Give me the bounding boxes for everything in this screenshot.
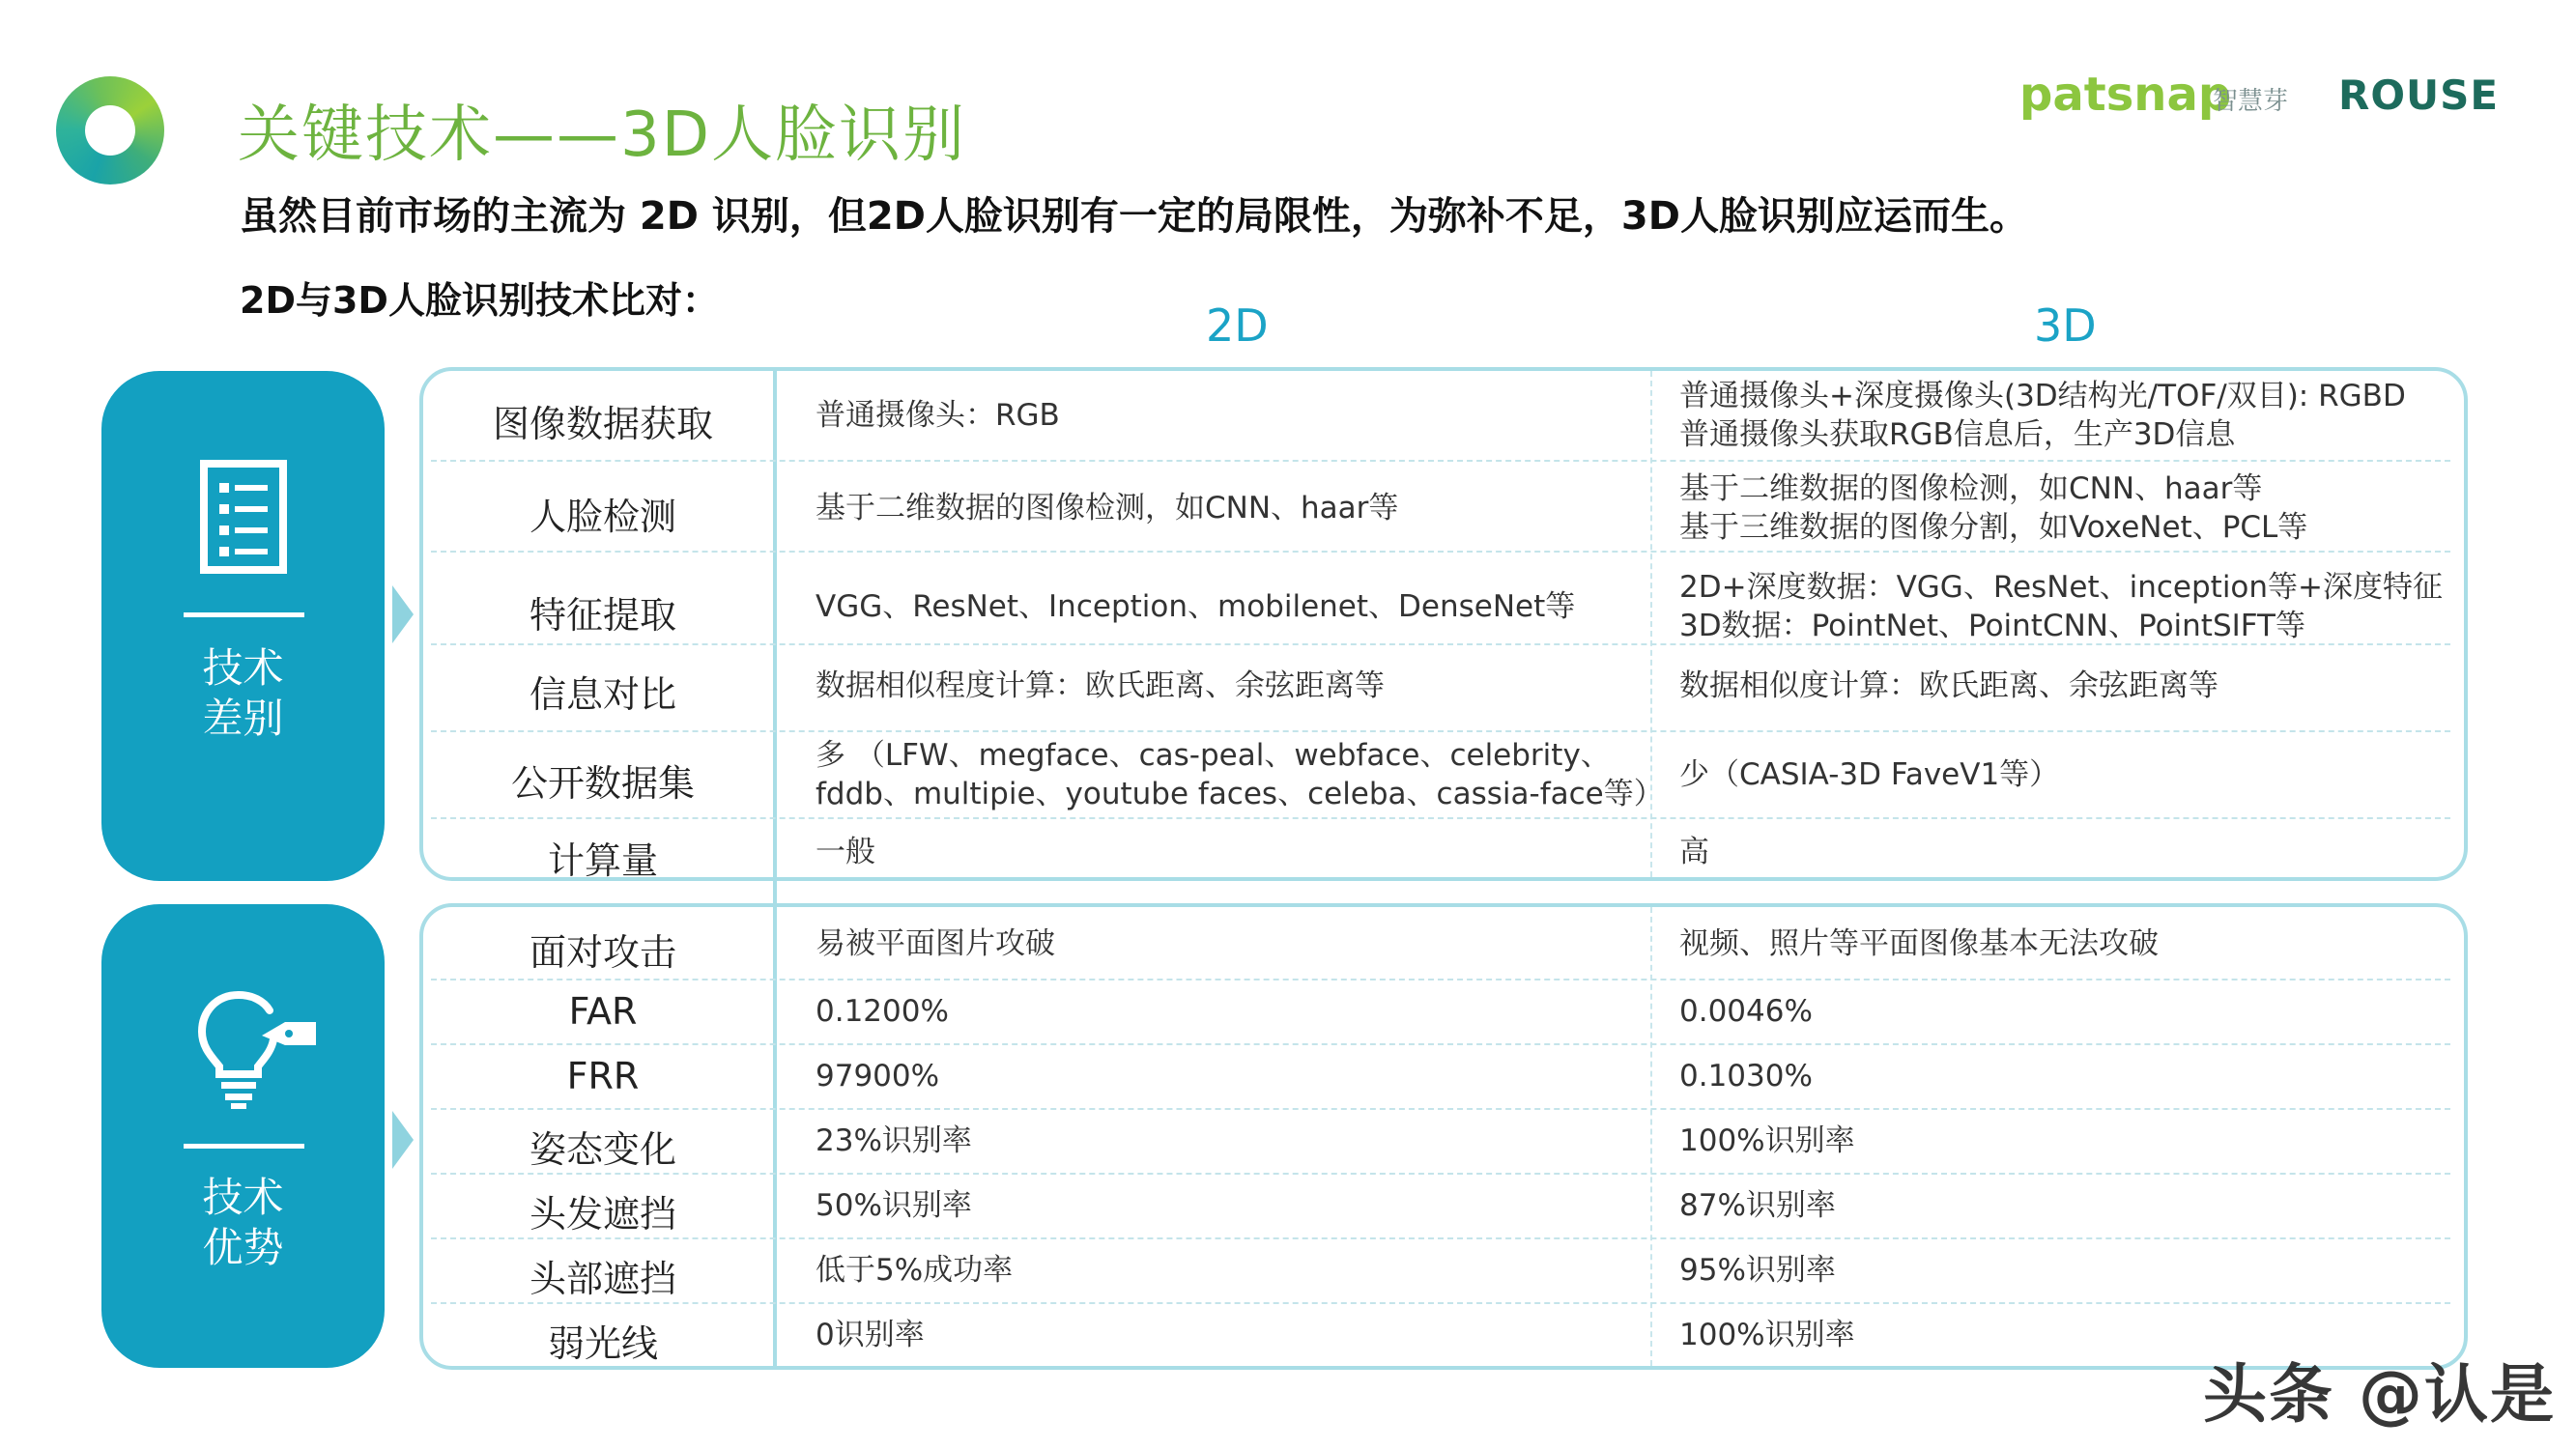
table-row — [431, 1239, 2450, 1304]
cell-3d: 95%识别率 — [1679, 1253, 1836, 1288]
cell-2d: 0.1200% — [816, 994, 949, 1029]
row-label: 姿态变化 — [529, 1128, 676, 1171]
cell-2d: 低于5%成功率 — [816, 1253, 1014, 1288]
cell-2d: 23%识别率 — [816, 1123, 972, 1158]
cell-2d: 一般 — [816, 835, 875, 869]
row-label: 公开数据集 — [510, 762, 695, 805]
cell-2d: 97900% — [816, 1059, 940, 1094]
intro-text: 虽然目前市场的主流为 2D 识别，但2D人脸识别有一定的局限性，为弥补不足，3D人脸识别应运而生。 — [240, 194, 2028, 239]
table-row — [431, 732, 2450, 819]
tile-divider — [184, 612, 304, 617]
watermark: 头条 @认是 — [2203, 1357, 2556, 1432]
tile-label-line1: 技术 — [202, 644, 284, 692]
tile-label-line2: 优势 — [202, 1224, 284, 1271]
table-row — [431, 553, 2450, 645]
row-label: 计算量 — [547, 839, 658, 882]
cell-2d: 0识别率 — [816, 1318, 925, 1352]
cell-3d: 基于二维数据的图像检测，如CNN、haar等 — [1679, 471, 2263, 506]
cell-3d: 普通摄像头+深度摄像头(3D结构光/TOF/双目): RGBD — [1679, 379, 2406, 413]
cell-3d: 少（CASIA-3D FaveV1等） — [1679, 757, 2060, 792]
row-label: 弱光线 — [547, 1322, 658, 1365]
row-label: 头部遮挡 — [529, 1258, 676, 1300]
cell-3d: 高 — [1679, 835, 1709, 869]
table-row — [431, 462, 2450, 553]
row-label: FRR — [566, 1055, 640, 1097]
arrow-right-icon — [392, 1111, 414, 1169]
table-row — [431, 1175, 2450, 1239]
cell-3d: 普通摄像头获取RGB信息后，生产3D信息 — [1679, 417, 2236, 452]
row-label: FAR — [568, 990, 638, 1033]
row-label: 人脸检测 — [529, 496, 676, 538]
cell-3d: 100%识别率 — [1679, 1123, 1855, 1158]
cell-2d: 易被平面图片攻破 — [816, 926, 1055, 961]
tile-technical-differences — [101, 371, 385, 881]
brand-ring-icon — [56, 76, 164, 185]
table-row — [431, 907, 2450, 980]
tile-label-line1: 技术 — [202, 1174, 284, 1221]
cell-3d: 87%识别率 — [1679, 1188, 1836, 1223]
table-row — [431, 1304, 2450, 1366]
page-title: 关键技术——3D人脸识别 — [238, 99, 966, 171]
cell-3d: 基于三维数据的图像分割，如VoxeNet、PCL等 — [1679, 510, 2308, 545]
table-row — [431, 1045, 2450, 1110]
rouse-logo: ROUSE — [2338, 71, 2500, 119]
cell-2d: 50%识别率 — [816, 1188, 972, 1223]
tile-divider — [184, 1144, 304, 1149]
cell-2d: 多 （LFW、megface、cas-peal、webface、celebrity、 — [816, 738, 1611, 773]
table-row — [431, 980, 2450, 1045]
cell-3d: 数据相似度计算：欧氏距离、余弦距离等 — [1679, 668, 2218, 703]
patsnap-logo: patsnap — [2019, 68, 2232, 122]
cell-2d: 基于二维数据的图像检测，如CNN、haar等 — [816, 491, 1399, 526]
comparison-subtitle: 2D与3D人脸识别技术比对： — [240, 279, 719, 322]
tile-label-line2: 差别 — [202, 695, 284, 742]
row-label: 面对攻击 — [529, 931, 676, 974]
cell-2d: fddb、multipie、youtube faces、celeba、cassia-face等） — [816, 777, 1664, 811]
table-row — [431, 645, 2450, 732]
row-label: 图像数据获取 — [492, 403, 713, 445]
cell-3d: 0.1030% — [1679, 1059, 1813, 1094]
cell-3d: 3D数据：PointNet、PointCNN、PointSIFT等 — [1679, 609, 2305, 643]
document-list-icon — [200, 460, 287, 574]
cell-3d: 100%识别率 — [1679, 1318, 1855, 1352]
patsnap-logo-cn: 智慧芽 — [2213, 87, 2289, 116]
row-label: 头发遮挡 — [529, 1193, 676, 1236]
cell-3d: 视频、照片等平面图像基本无法攻破 — [1679, 926, 2159, 961]
lightbulb-tag-icon — [196, 989, 322, 1110]
table-row — [431, 1110, 2450, 1175]
cell-2d: 普通摄像头：RGB — [816, 398, 1060, 433]
cell-2d: VGG、ResNet、Inception、mobilenet、DenseNet等 — [816, 589, 1576, 624]
column-header-3d: 3D — [2034, 299, 2097, 352]
tile-technical-advantages — [101, 904, 385, 1368]
column-header-2d: 2D — [1206, 299, 1269, 352]
table-row — [431, 371, 2450, 462]
table-row — [431, 819, 2450, 882]
row-label: 特征提取 — [529, 594, 676, 637]
cell-2d: 数据相似程度计算：欧氏距离、余弦距离等 — [816, 668, 1385, 703]
arrow-right-icon — [392, 585, 414, 643]
row-label: 信息对比 — [529, 673, 676, 716]
cell-3d: 2D+深度数据：VGG、ResNet、inception等+深度特征 — [1679, 570, 2444, 605]
cell-3d: 0.0046% — [1679, 994, 1813, 1029]
